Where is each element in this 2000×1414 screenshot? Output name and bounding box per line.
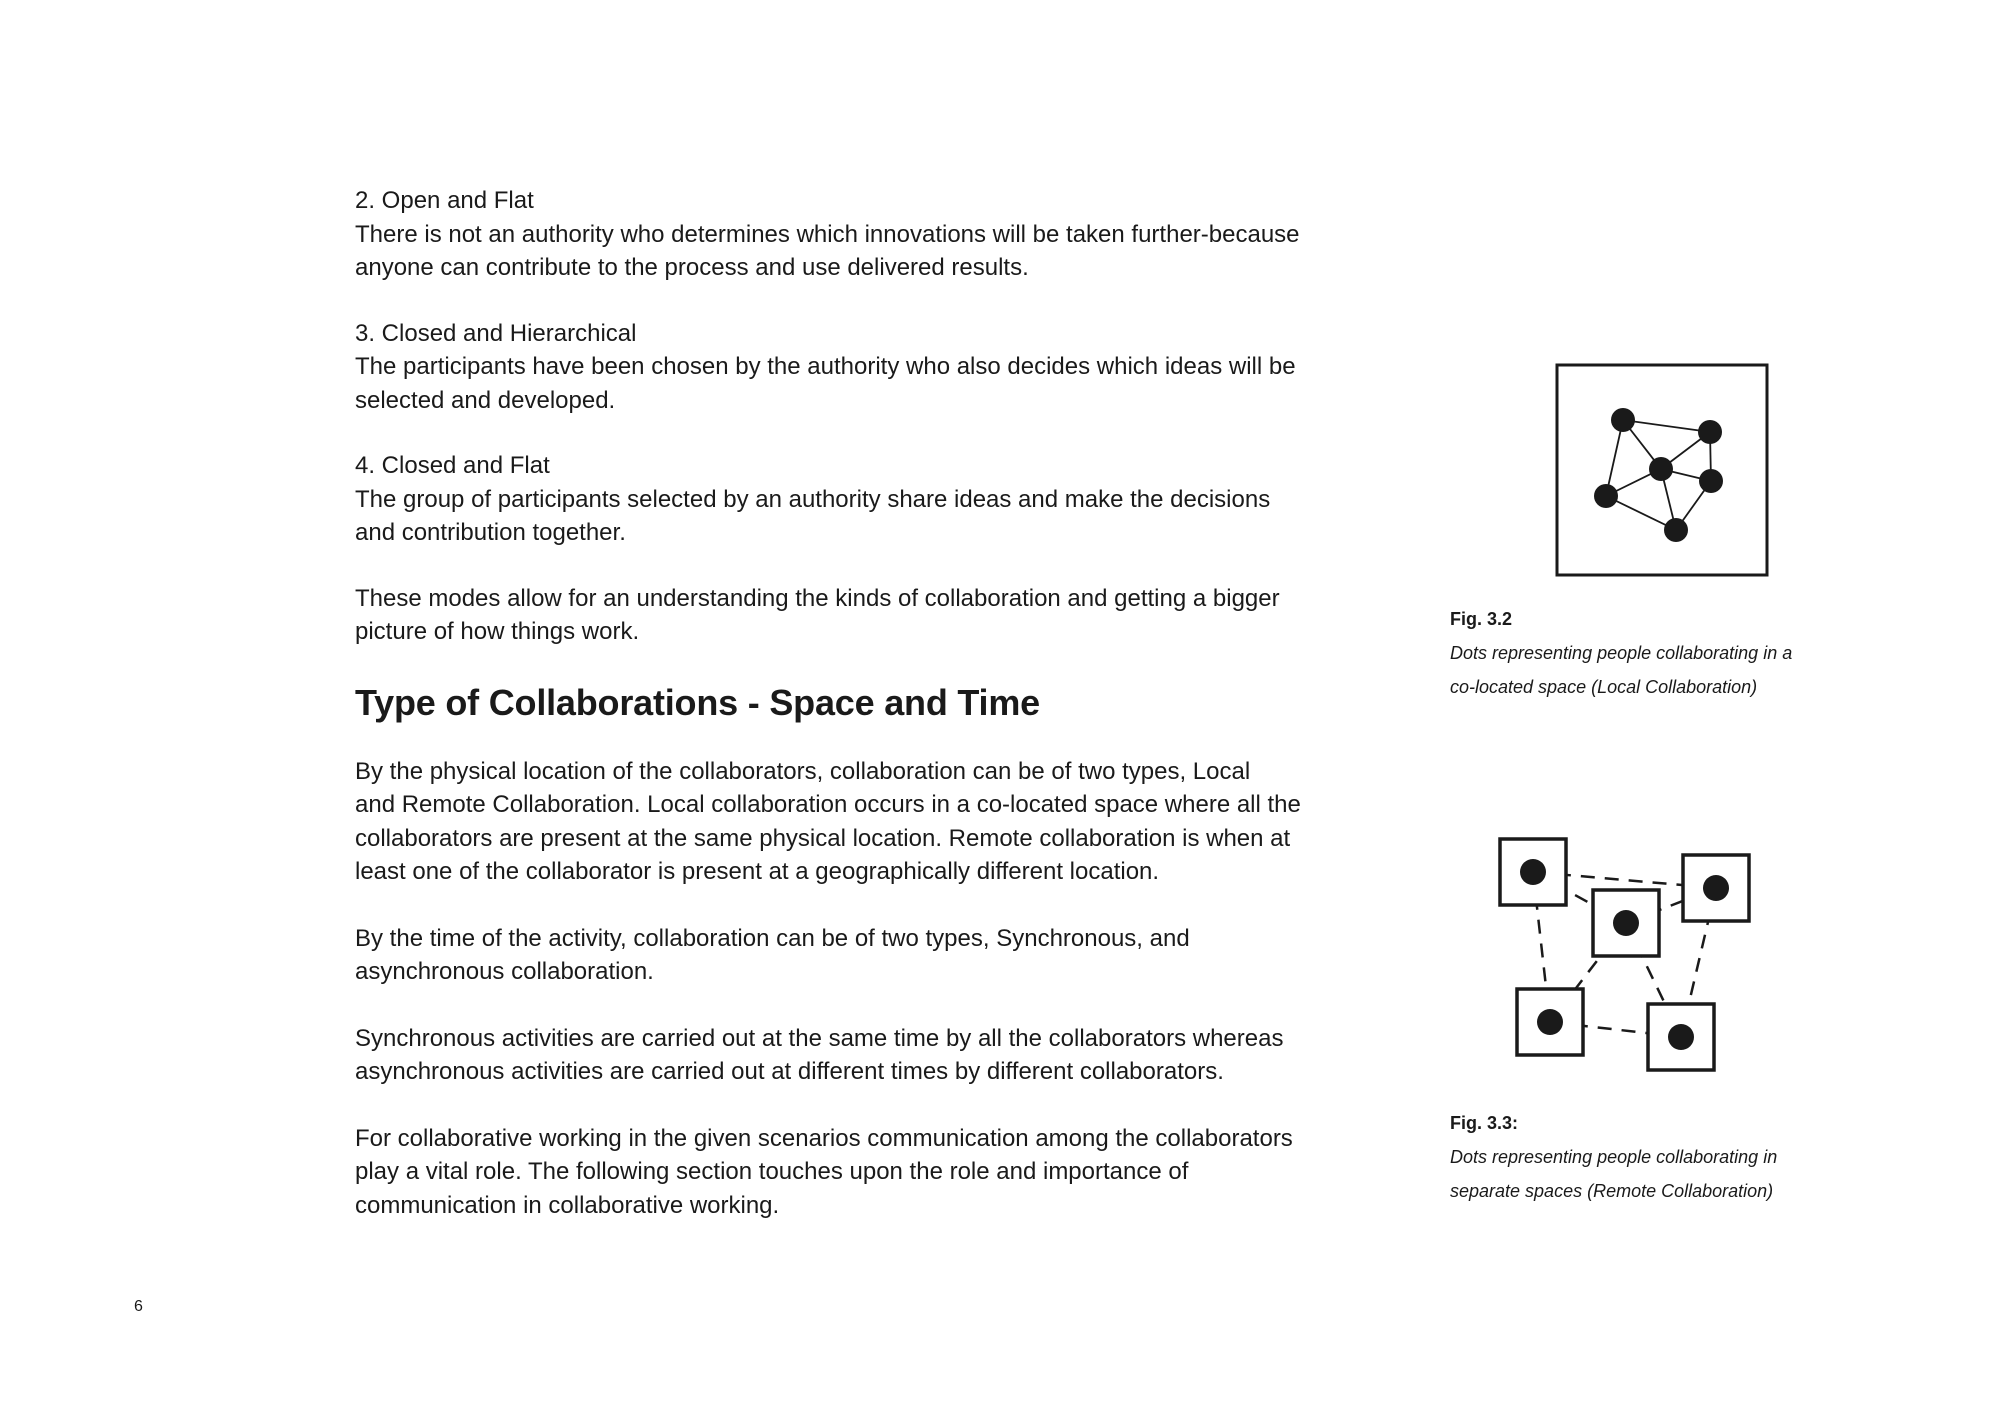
paragraph-sync xyxy=(355,1022,1355,1089)
remote-space xyxy=(1500,839,1566,905)
mode-heading: 4. Closed and Flat xyxy=(355,452,550,479)
remote-space xyxy=(1517,989,1583,1055)
summary-line: picture of how things work. xyxy=(355,618,640,645)
figure-label: Fig. 3.3: xyxy=(1450,1113,1519,1133)
mode-text-line: and contribution together. xyxy=(355,519,626,546)
figure-caption-line: Dots representing people collaborating in a xyxy=(1450,643,1793,663)
remote-space xyxy=(1593,890,1659,956)
paragraph-line: asynchronous activities are carried out at different times by different collaborators. xyxy=(355,1058,1224,1085)
remote-space-boxes xyxy=(1500,839,1749,1070)
mode-text-line: There is not an authority who determines which innovations will be taken further-because xyxy=(355,220,1300,248)
remote-space xyxy=(1683,855,1749,921)
section-heading: Type of Collaborations - Space and Time xyxy=(355,681,1040,723)
local-collaboration-diagram xyxy=(1450,360,1870,580)
mode-open-flat xyxy=(355,184,1355,285)
main-text-column xyxy=(355,184,1355,1255)
collaborator-dot xyxy=(1537,1009,1563,1035)
paragraph-line: play a vital role. The following section touches upon the role and importance of xyxy=(355,1158,1189,1185)
paragraph-time xyxy=(355,922,1355,989)
collaborator-dot xyxy=(1611,408,1635,432)
remote-collaboration-diagram xyxy=(1450,830,1870,1090)
paragraph-line: For collaborative working in the given scenarios communication among the collaborators xyxy=(355,1124,1293,1152)
collaborator-dot xyxy=(1698,420,1722,444)
collaborator-dot xyxy=(1703,875,1729,901)
mode-heading: 3. Closed and Hierarchical xyxy=(355,319,637,347)
paragraph-line: By the physical location of the collaborators, collaboration can be of two types, Local xyxy=(355,757,1251,785)
collaborator-dot xyxy=(1649,457,1673,481)
mode-text-line: selected and developed. xyxy=(355,386,616,414)
collaborator-dot xyxy=(1699,469,1723,493)
figure-caption-line: separate spaces (Remote Collaboration) xyxy=(1450,1181,1774,1201)
modes-summary xyxy=(355,582,1355,649)
collaborator-dot xyxy=(1613,910,1639,936)
figure-local-collaboration xyxy=(1450,360,1870,704)
paragraph-line: collaborators are present at the same physical location. Remote collaboration is when at xyxy=(355,824,1291,852)
connection-line xyxy=(1623,420,1710,432)
figure-remote-collaboration xyxy=(1450,830,1870,1208)
page-number: 6 xyxy=(134,1298,143,1315)
collaborator-dot xyxy=(1664,518,1688,542)
summary-line: These modes allow for an understanding the kinds of collaboration and getting a bigger xyxy=(355,584,1280,612)
collaborator-dot xyxy=(1668,1024,1694,1050)
paragraph-line: least one of the collaborator is present at a geographically different location. xyxy=(355,858,1160,885)
mode-heading: 2. Open and Flat xyxy=(355,187,534,214)
collaborator-dot xyxy=(1520,859,1546,885)
collaborator-dot xyxy=(1594,484,1618,508)
mode-text-line: anyone can contribute to the process and use delivered results. xyxy=(355,254,1029,281)
paragraph-line: By the time of the activity, collaboration can be of two types, Synchronous, and xyxy=(355,924,1190,952)
figure-caption-line: Dots representing people collaborating in xyxy=(1450,1147,1778,1167)
paragraph-line: communication in collaborative working. xyxy=(355,1191,780,1219)
paragraph-location xyxy=(355,755,1355,889)
paragraph-communication xyxy=(355,1122,1355,1223)
paragraph-line: asynchronous collaboration. xyxy=(355,958,654,985)
paragraph-line: Synchronous activities are carried out at the same time by all the collaborators whereas xyxy=(355,1024,1284,1052)
mode-text-line: The participants have been chosen by the authority who also decides which ideas will be xyxy=(355,353,1296,380)
figure-caption-line: co-located space (Local Collaboration) xyxy=(1450,677,1758,697)
remote-space xyxy=(1648,1004,1714,1070)
mode-text-line: The group of participants selected by an authority share ideas and make the decisions xyxy=(355,485,1271,513)
paragraph-line: and Remote Collaboration. Local collaboration occurs in a co-located space where all the xyxy=(355,791,1301,818)
mode-closed-flat xyxy=(355,449,1355,550)
mode-closed-hierarchical xyxy=(355,317,1355,418)
figure-label: Fig. 3.2 xyxy=(1450,609,1513,629)
